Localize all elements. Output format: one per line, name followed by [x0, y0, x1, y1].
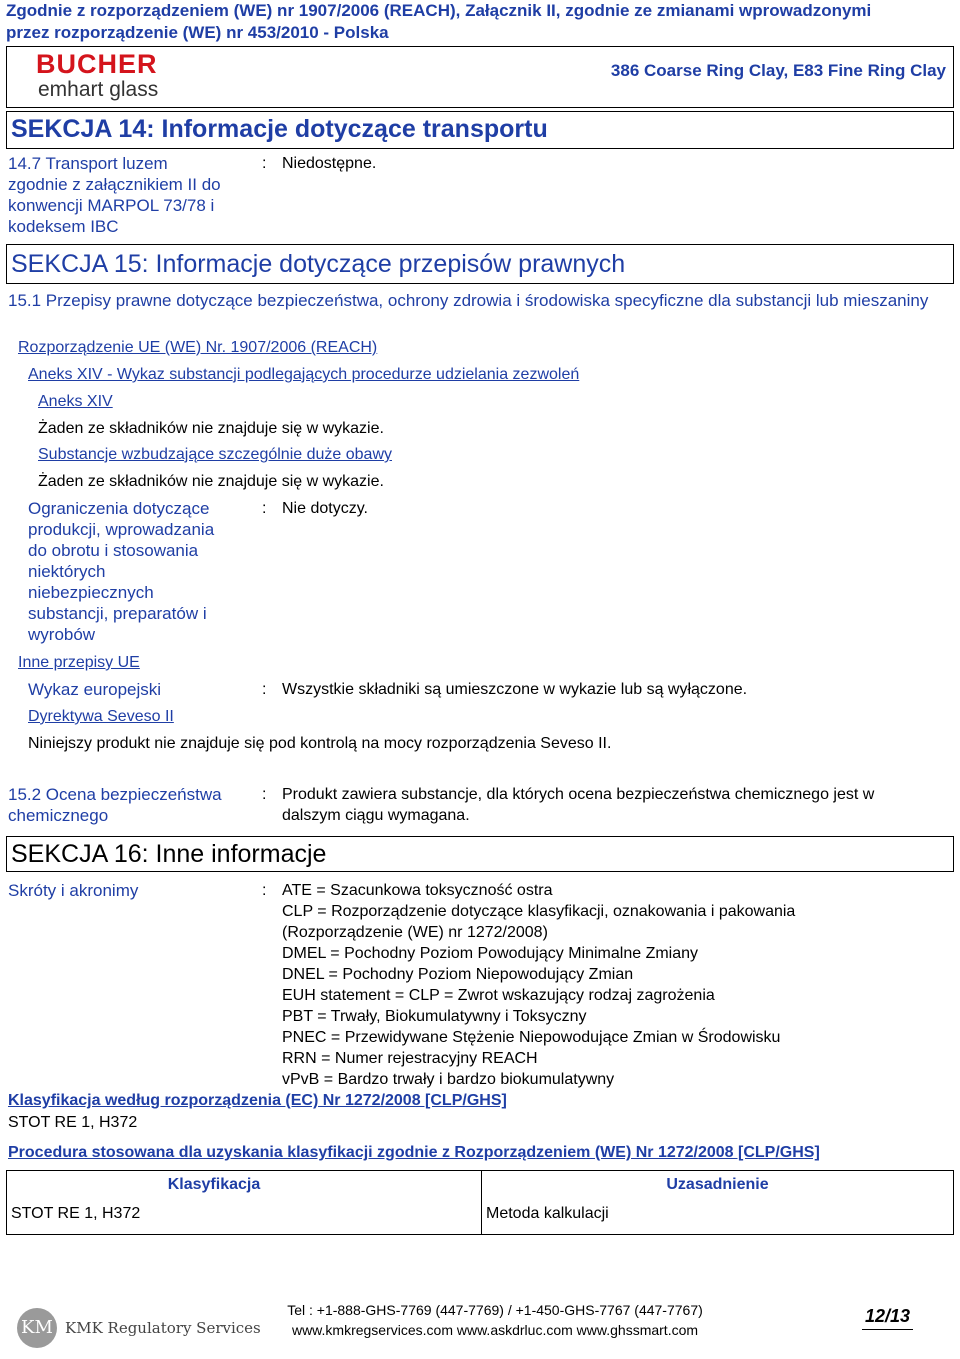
abbreviation-item: EUH statement = CLP = Zwrot wskazujący rodzaj zagrożenia [282, 987, 715, 1004]
abbreviation-item: (Rozporządzenie (WE) nr 1272/2008) [282, 924, 548, 941]
separator-colon: : [262, 882, 267, 899]
clp-classification-value: STOT RE 1, H372 [8, 1114, 138, 1131]
abbreviation-item: RRN = Numer rejestracyjny REACH [282, 1050, 538, 1067]
table-cell [482, 1171, 954, 1235]
inventory-label: Wykaz europejski [28, 680, 162, 699]
separator-colon: : [262, 155, 267, 172]
label-line: chemicznego [8, 806, 109, 825]
table-cell-justification: Metoda kalkulacji [486, 1205, 609, 1222]
table-header-classification: Klasyfikacja [167, 1176, 261, 1193]
transport-bulk-value: Niedostępne. [282, 155, 377, 172]
restrictions-value: Nie dotyczy. [282, 500, 368, 517]
label-line: zgodnie z załącznikiem II do [8, 175, 221, 194]
label-line: konwencji MARPOL 73/78 i [8, 196, 215, 215]
csa-label [8, 784, 222, 826]
label-line: 15.2 Ocena bezpieczeństwa [8, 785, 222, 804]
table-cell [7, 1171, 482, 1235]
label-line: 14.7 Transport luzem [8, 154, 168, 173]
header-line-2: przez rozporządzenie (WE) nr 453/2010 - Polska [6, 23, 389, 42]
document-header [6, 0, 954, 44]
label-line: substancji, preparatów i [28, 604, 207, 623]
abbreviations-label: Skróty i akronimy [8, 881, 139, 900]
classification-procedure-heading: Procedura stosowana dla uzyskania klasyfikacji zgodnie z Rozporządzeniem (WE) Nr 1272/2008 [CLP/GHS] [8, 1144, 820, 1161]
annex-xiv-subheading: Aneks XIV [38, 393, 113, 410]
abbreviation-item: CLP = Rozporządzenie dotyczące klasyfikacji, oznakowania i pakowania [282, 903, 796, 920]
clp-classification-heading: Klasyfikacja według rozporządzenia (EC) Nr 1272/2008 [CLP/GHS] [8, 1092, 507, 1109]
section-16-title: SEKCJA 16: Inne informacje [6, 836, 954, 872]
svhc-heading: Substancje wzbudzające szczególnie duże obawy [38, 446, 392, 463]
label-line: produkcji, wprowadzania [28, 520, 215, 539]
page-number: 12/13 [862, 1306, 913, 1330]
kmk-seal-logo: KM [17, 1308, 57, 1348]
abbreviation-item: PBT = Trwały, Biokumulatywny i Toksyczny [282, 1008, 587, 1025]
abbreviation-item: ATE = Szacunkowa toksyczność ostra [282, 882, 553, 899]
company-logo: BUCHER [36, 49, 158, 79]
abbreviation-item: DNEL = Pochodny Poziom Niepowodujący Zmian [282, 966, 634, 983]
subsection-15-1-heading: 15.1 Przepisy prawne dotyczące bezpieczeństwa, ochrony zdrowia i środowiska specyficzne dla substancji lub mieszaniny [8, 291, 929, 310]
product-name: 386 Coarse Ring Clay, E83 Fine Ring Clay [610, 61, 946, 80]
svhc-text: Żaden ze składników nie znajduje się w wykazie. [38, 473, 384, 490]
company-logo-subtitle: emhart glass [38, 78, 159, 101]
kmk-company-name: KMK Regulatory Services [65, 1319, 261, 1337]
annex-xiv-heading: Aneks XIV - Wykaz substancji podlegających procedurze udzielania zezwoleń [28, 366, 580, 383]
section-15-title: SEKCJA 15: Informacje dotyczące przepisów prawnych [6, 244, 954, 284]
table-header-justification: Uzasadnienie [666, 1176, 769, 1193]
label-line: niektórych [28, 562, 106, 581]
classification-procedure-table [6, 1170, 954, 1235]
seveso-heading: Dyrektywa Seveso II [28, 708, 174, 725]
header-line-1: Zgodnie z rozporządzeniem (WE) nr 1907/2006 (REACH), Załącznik II, zgodnie ze zmianami wprowadzonymi [6, 1, 872, 20]
annex-xiv-text: Żaden ze składników nie znajduje się w wykazie. [38, 420, 384, 437]
footer-contact [260, 1300, 730, 1340]
label-line: do obrotu i stosowania [28, 541, 199, 560]
label-line: wyrobów [28, 625, 96, 644]
csa-value [282, 784, 874, 826]
table-cell-classification: STOT RE 1, H372 [11, 1205, 141, 1222]
abbreviation-item: PNEC = Przewidywane Stężenie Niepowodujące Zmian w Środowisku [282, 1029, 781, 1046]
seveso-text: Niniejszy produkt nie znajduje się pod kontrolą na mocy rozporządzenia Seveso II. [28, 735, 612, 752]
reach-heading: Rozporządzenie UE (WE) Nr. 1907/2006 (REACH) [18, 339, 378, 356]
inventory-value: Wszystkie składniki są umieszczone w wykazie lub są wyłączone. [282, 681, 748, 698]
separator-colon: : [262, 500, 267, 517]
separator-colon: : [262, 681, 267, 698]
abbreviations-list [282, 880, 795, 1090]
section-14-title: SEKCJA 14: Informacje dotyczące transportu [6, 111, 954, 149]
footer-websites: www.kmkregservices.com www.askdrluc.com www.ghssmart.com [291, 1322, 699, 1338]
transport-bulk-label [8, 153, 221, 237]
label-line: Ograniczenia dotyczące [28, 499, 210, 518]
abbreviation-item: vPvB = Bardzo trwały i bardzo biokumulatywny [282, 1071, 615, 1088]
value-line: Produkt zawiera substancje, dla których ocena bezpieczeństwa chemicznego jest w [282, 786, 875, 803]
table-row [7, 1171, 954, 1235]
abbreviation-item: DMEL = Pochodny Poziom Powodujący Minimalne Zmiany [282, 945, 699, 962]
restrictions-label [28, 498, 214, 645]
footer-phone: Tel : +1-888-GHS-7769 (447-7769) / +1-450-GHS-7767 (447-7767) [287, 1302, 703, 1318]
label-line: kodeksem IBC [8, 217, 119, 236]
separator-colon: : [262, 786, 267, 803]
other-eu-heading: Inne przepisy UE [18, 654, 140, 671]
value-line: dalszym ciągu wymagana. [282, 807, 470, 824]
label-line: niebezpiecznych [28, 583, 154, 602]
